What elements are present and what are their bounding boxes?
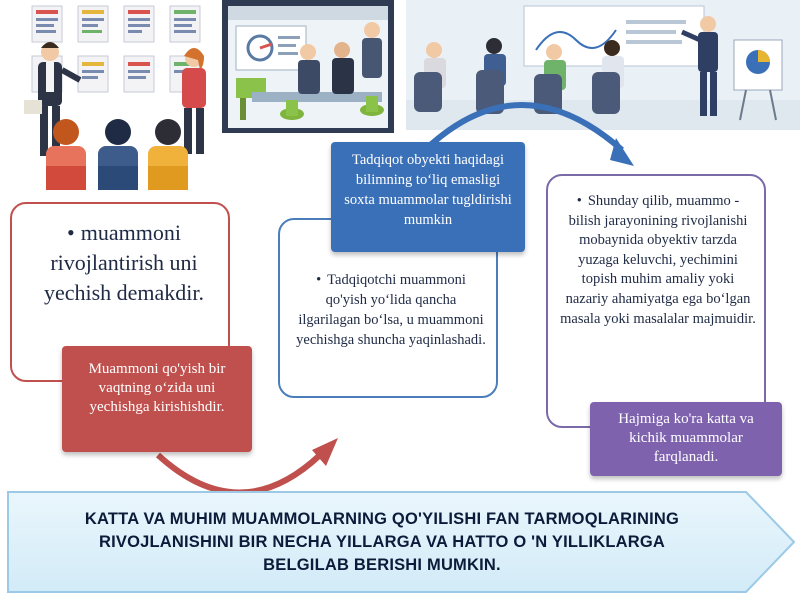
bullet-icon: • xyxy=(576,193,582,209)
note-problem-posing: Muammoni qo'yish bir vaqtning o‘zida uni yechishga kirishishdir. xyxy=(62,346,252,452)
banner-line-2: RIVOJLANISHINI BIR NECHA YILLARGA VA HATTO O 'N YILLIKLARGA xyxy=(98,533,666,551)
card-researcher-text: • Tadqiqotchi muammoni qo'yish yo‘lida qancha ilgarilagan bo‘lsa, u muammoni yechishga shuncha yaqinlashadi. xyxy=(296,272,486,348)
card-problem-definition xyxy=(546,174,766,428)
card-problem-development-text: • muammoni rivojlantirish uni yechish demakdir. xyxy=(43,220,205,305)
banner-line-3: BELGILAB BERISHI MUMKIN. xyxy=(263,556,501,574)
banner-line-1: KATTA VA MUHIM MUAMMOLARNING QO'YILISHI FAN TARMOQLARINING xyxy=(84,510,680,528)
note-problem-size: Hajmiga ko'ra katta va kichik muammolar farqlanadi. xyxy=(590,402,782,476)
bullet-icon: • xyxy=(67,220,75,245)
card-problem-definition-text: • Shunday qilib, muammo - bilish jarayonining rivojlanishi mobaynida obyektiv tarzda yuzaga keluvchi, yechimini topish muhim amaliy yoki nazariy ahamiyatga ega bo‘lgan masala yoki masalalar majmuidir. xyxy=(560,193,756,327)
bullet-icon: • xyxy=(316,272,322,288)
note-research-object: Tadqiqot obyekti haqidagi bilimning to‘liq emasligi soxta muammolar tugldirishi mumkin xyxy=(331,142,525,252)
banner-text xyxy=(12,508,752,577)
bottom-curved-arrow xyxy=(158,455,320,493)
